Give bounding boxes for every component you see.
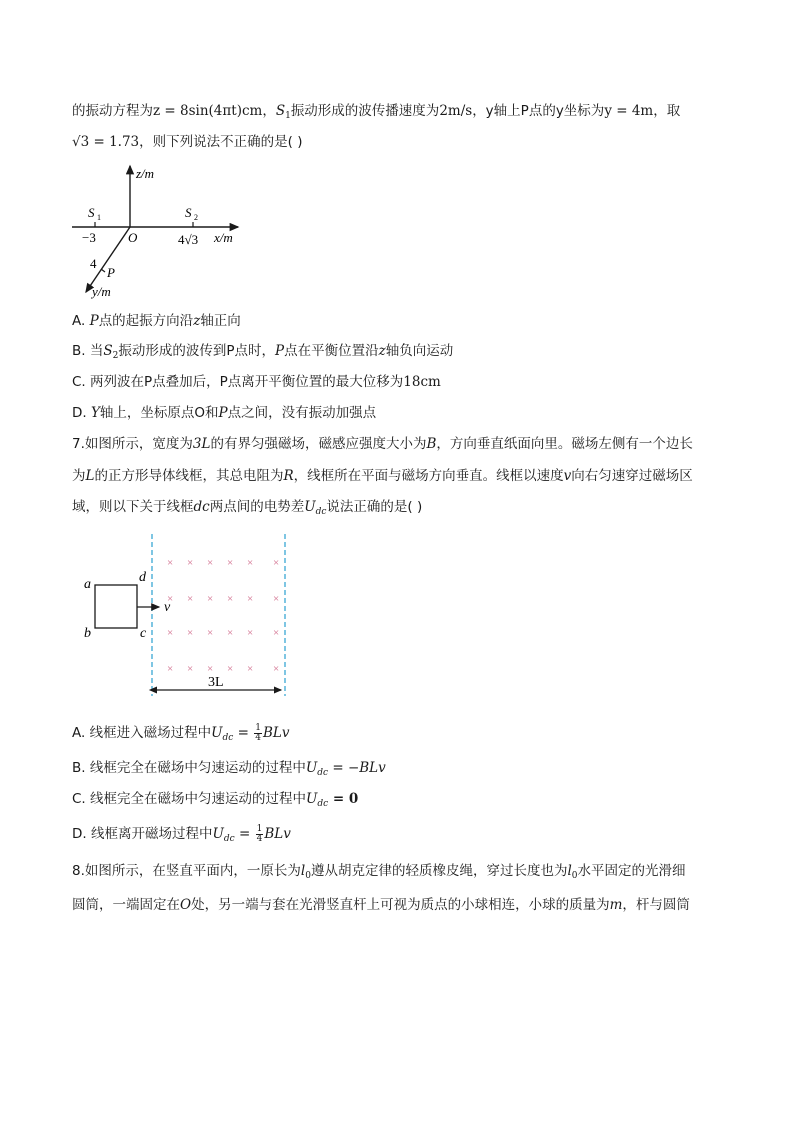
q8-stem-line-1 — [72, 861, 686, 886]
text: 说法正确的是( ) — [326, 499, 423, 515]
text: D. — [72, 405, 91, 421]
denominator: 4 — [256, 833, 263, 844]
math: m — [609, 897, 623, 913]
text: ，y轴上P点的y坐标为 — [472, 103, 605, 119]
text: 的正方形导体线框，其总电阻为 — [94, 468, 284, 484]
text: ，取 — [653, 103, 681, 119]
field-cross-mark: × — [167, 627, 174, 639]
field-cross-mark: × — [227, 557, 234, 569]
field-cross-mark: × — [167, 593, 174, 605]
option-letter: A. — [72, 313, 90, 329]
fraction — [256, 825, 264, 844]
math: U — [306, 791, 318, 807]
text: 振动形成的波传到P点时， — [118, 343, 275, 359]
text: ， — [262, 103, 276, 119]
subscript: 1 — [285, 111, 291, 121]
q6-option-a — [72, 311, 241, 331]
s1-subscript: 1 — [97, 213, 101, 222]
math: l — [567, 863, 572, 879]
text: C. 线框完全在磁场中匀速运动的过程中 — [72, 791, 307, 807]
math: z — [193, 313, 201, 329]
text: ，方向垂直纸面向里。磁场左侧有一个边长 — [436, 436, 693, 452]
math: BLv — [262, 725, 290, 741]
subscript: 0 — [571, 871, 578, 881]
wave-speed: 2m/s — [439, 103, 473, 119]
math: dc — [193, 499, 210, 515]
q6-coordinate-figure — [68, 160, 278, 305]
field-cross-mark: × — [247, 663, 254, 675]
math: P — [89, 313, 99, 329]
q6-option-b — [72, 341, 453, 366]
sqrt3-value: √3 = 1.73 — [72, 134, 140, 150]
field-cross-mark: × — [207, 663, 214, 675]
q7-stem-line-2 — [72, 466, 693, 486]
s2-label: S — [185, 205, 192, 220]
z-axis-label: z/m — [136, 166, 155, 181]
field-cross-mark: × — [187, 627, 194, 639]
field-cross-mark: × — [227, 663, 234, 675]
text: 域，则以下关于线框 — [72, 499, 194, 515]
math: = — [233, 725, 254, 741]
text: ，则下列说法不正确的是( ) — [139, 134, 303, 150]
text: 点之间，没有振动加强点 — [227, 405, 377, 421]
q7-option-b — [72, 758, 386, 783]
text: 7.如图所示，宽度为 — [72, 436, 193, 452]
math: 3L — [192, 436, 211, 452]
text: 点在平衡位置沿 — [284, 343, 379, 359]
field-cross-mark: × — [187, 557, 194, 569]
text: B. 当 — [72, 343, 104, 359]
text: D. 线框离开磁场过程中 — [72, 826, 213, 842]
corner-c-label: c — [140, 626, 147, 641]
s1-label: S — [88, 205, 95, 220]
text: ，杆与圆筒 — [622, 897, 690, 913]
subscript: 0 — [305, 871, 311, 881]
text: 轴负向运动 — [385, 343, 454, 359]
field-cross-mark: × — [207, 557, 214, 569]
q6-option-c — [72, 372, 441, 392]
q7-option-c — [72, 789, 358, 814]
text: 向右匀速穿过磁场区 — [571, 468, 693, 484]
math: U — [305, 760, 318, 776]
text: 处，另一端与套在光滑竖直杆上可视为质点的小球相连，小球的质量为 — [191, 897, 610, 913]
q6-stem-line-2 — [72, 132, 302, 152]
math: P — [274, 343, 285, 359]
text: 水平固定的光滑细 — [577, 863, 686, 879]
s1-coordinate: −3 — [82, 230, 96, 245]
subscript: dc — [317, 799, 329, 809]
p-label: P — [107, 265, 115, 280]
origin-label: O — [128, 230, 138, 245]
wave-equation: z = 8sin(4πt)cm — [153, 103, 263, 119]
math: BLv — [264, 826, 291, 842]
source-symbol: S — [275, 103, 286, 119]
field-cross-mark: × — [273, 663, 280, 675]
q7-stem-line-1 — [72, 434, 693, 454]
q7-stem-line-3 — [72, 497, 422, 522]
field-cross-mark: × — [247, 627, 254, 639]
text: 为 — [72, 468, 86, 484]
math: = −BLv — [328, 760, 386, 776]
field-cross-mark: × — [207, 593, 214, 605]
text: A. 线框进入磁场过程中 — [72, 725, 212, 741]
text: 圆筒，一端固定在 — [72, 897, 180, 913]
text: 遵从胡克定律的轻质橡皮绳，穿过长度也为 — [310, 863, 568, 879]
field-cross-mark: × — [273, 627, 280, 639]
corner-a-label: a — [84, 577, 91, 592]
text: 轴上，坐标原点O和 — [99, 405, 219, 421]
q7-option-a — [72, 723, 289, 748]
text: 的有界匀强磁场，磁感应强度大小为 — [210, 436, 427, 452]
subscript: dc — [222, 733, 234, 743]
field-cross-mark: × — [187, 663, 194, 675]
field-cross-mark: × — [247, 593, 254, 605]
field-cross-mark: × — [273, 593, 280, 605]
math: U — [211, 725, 223, 741]
y-coordinate: y = 4m — [604, 103, 654, 119]
magnetic-field-crosses — [167, 557, 279, 675]
p-tick — [101, 269, 105, 272]
math: S — [103, 343, 113, 359]
math: v — [563, 468, 572, 484]
math: = 0 — [328, 791, 359, 807]
fraction — [254, 724, 262, 743]
math: L — [85, 468, 95, 484]
field-cross-mark: × — [247, 557, 254, 569]
math: U — [304, 499, 316, 515]
text: 振动形成的波传播速度为 — [290, 103, 440, 119]
text: 轴正向 — [200, 313, 241, 329]
text: 点的起振方向沿 — [98, 313, 194, 329]
math: Y — [90, 405, 100, 421]
field-cross-mark: × — [167, 557, 174, 569]
math: l — [300, 863, 306, 879]
math: z — [378, 343, 386, 359]
y-axis-label: y/m — [92, 284, 111, 299]
math: 18cm — [403, 374, 441, 390]
math: U — [212, 826, 224, 842]
x-axis-label: x/m — [214, 230, 233, 245]
width-label: 3L — [208, 675, 224, 690]
numerator: 1 — [256, 823, 263, 834]
corner-b-label: b — [84, 626, 91, 641]
q8-stem-line-2 — [72, 895, 690, 915]
q6-option-d — [72, 403, 376, 423]
q7-option-d — [72, 824, 291, 849]
denominator: 4 — [255, 732, 261, 743]
q6-stem-line-1 — [72, 101, 680, 126]
square-loop — [95, 585, 137, 628]
q7-magnetic-field-figure — [80, 530, 300, 700]
field-cross-mark: × — [187, 593, 194, 605]
text: ，线框所在平面与磁场方向垂直。线框以速度 — [293, 468, 564, 484]
math: P — [218, 405, 228, 421]
s2-coordinate: 4√3 — [178, 232, 199, 247]
math: B — [426, 436, 437, 452]
subscript: dc — [315, 507, 327, 517]
s2-subscript: 2 — [194, 213, 198, 222]
math: R — [283, 468, 294, 484]
field-cross-mark: × — [207, 627, 214, 639]
velocity-label: v — [164, 600, 171, 615]
field-cross-mark: × — [273, 557, 280, 569]
corner-d-label: d — [139, 570, 146, 585]
field-cross-mark: × — [227, 627, 234, 639]
text: 8.如图所示，在竖直平面内，一原长为 — [72, 863, 301, 879]
math: O — [180, 897, 192, 913]
subscript: dc — [223, 834, 235, 844]
text: C. 两列波在P点叠加后，P点离开平衡位置的最大位移为 — [72, 374, 404, 390]
text: B. 线框完全在磁场中匀速运动的过程中 — [72, 760, 306, 776]
subscript: dc — [317, 768, 329, 778]
text: 的振动方程为 — [72, 103, 153, 119]
math: = — [234, 826, 255, 842]
p-coordinate: 4 — [90, 256, 97, 271]
subscript: 2 — [112, 351, 119, 361]
field-cross-mark: × — [227, 593, 234, 605]
numerator: 1 — [255, 722, 261, 733]
text: 两点间的电势差 — [209, 499, 305, 515]
field-cross-mark: × — [167, 663, 174, 675]
